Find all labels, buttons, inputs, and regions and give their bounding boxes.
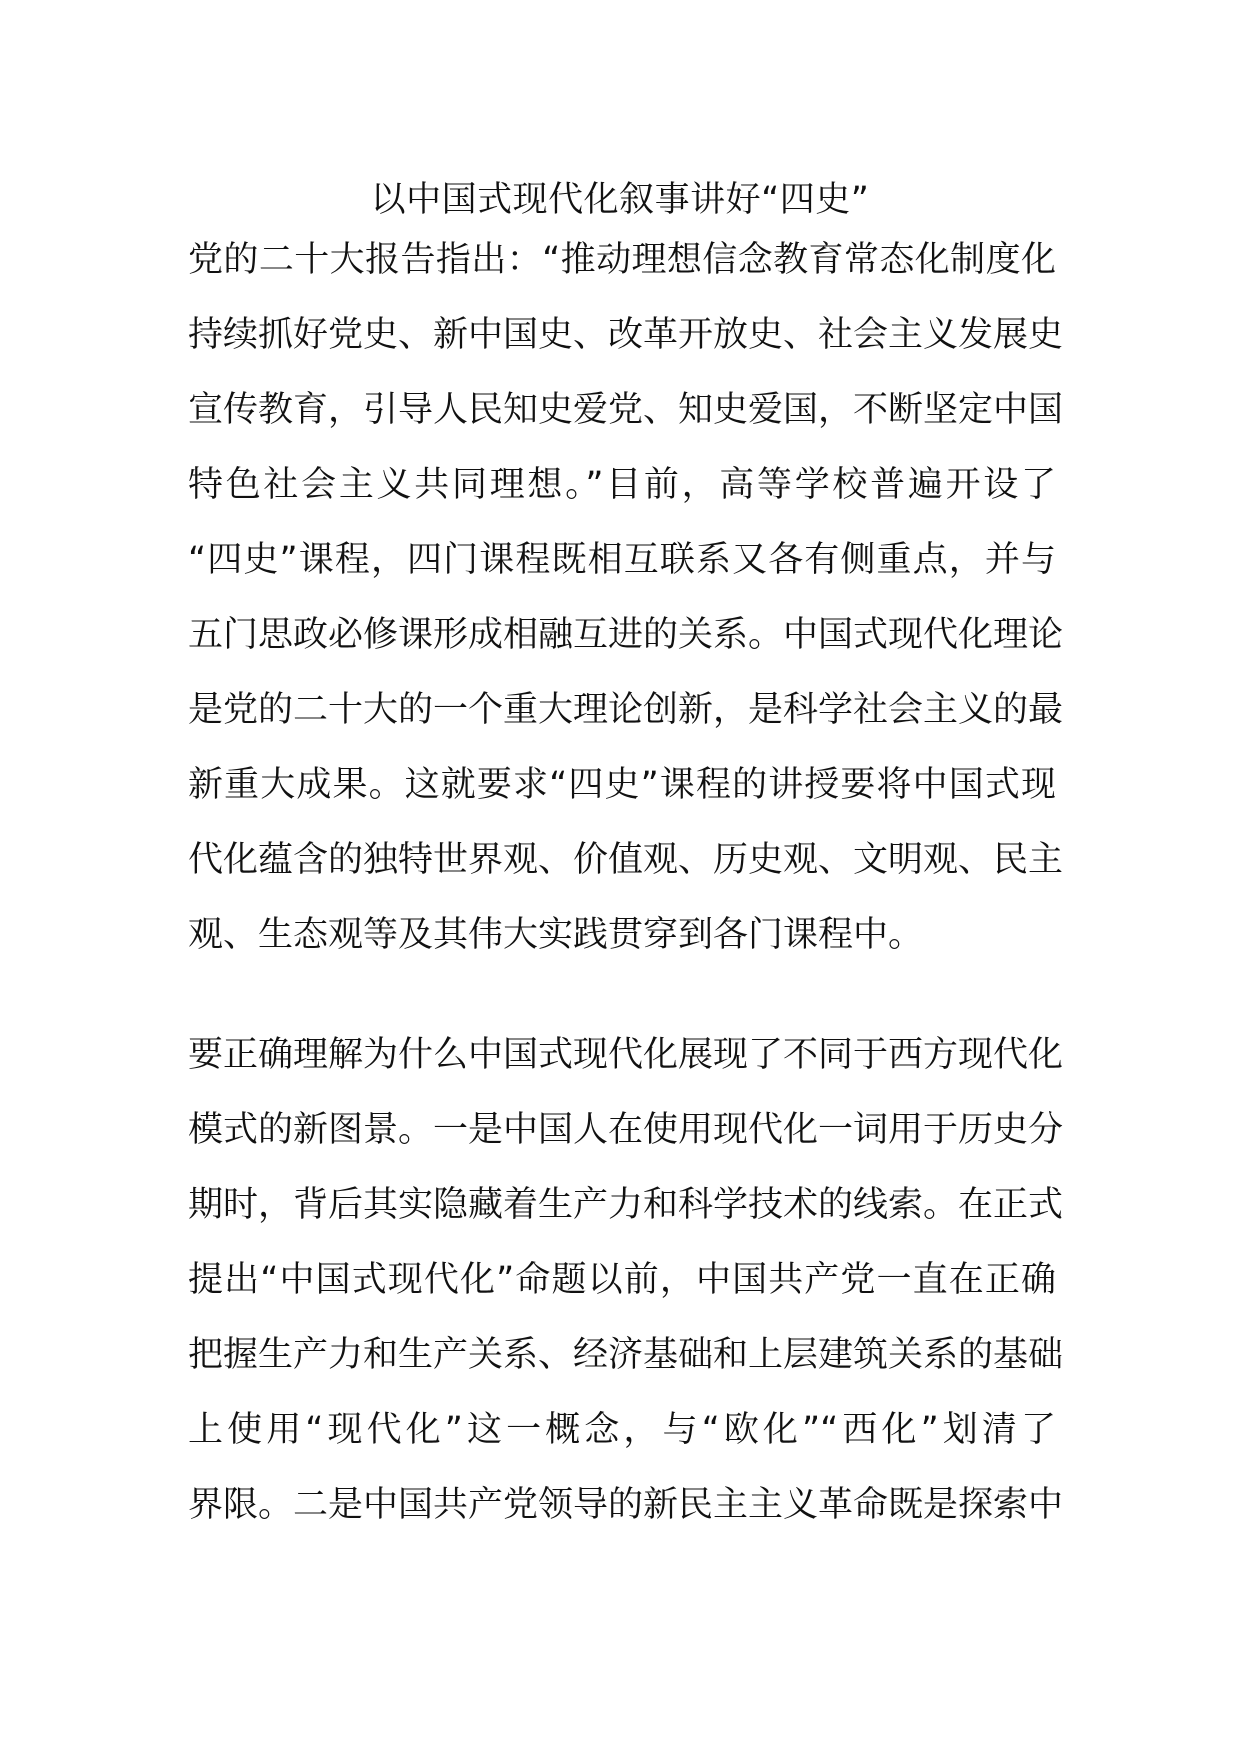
- text-line: 代化蕴含的独特世界观、价值观、历史观、文明观、民主: [188, 840, 1064, 880]
- text-line: 把握生产力和生产关系、经济基础和上层建筑关系的基础: [188, 1335, 1064, 1375]
- text-line: 宣传教育，引导人民知史爱党、知史爱国，不断坚定中国: [188, 390, 1064, 430]
- text-line: 特色社会主义共同理想。”目前，高等学校普遍开设了: [188, 465, 1056, 505]
- text-line: 观、生态观等及其伟大实践贯穿到各门课程中。: [188, 915, 924, 955]
- text-line: “四史”课程，四门课程既相互联系又各有侧重点，并与: [188, 540, 1056, 580]
- document-title: 以中国式现代化叙事讲好“四史”: [370, 180, 870, 220]
- text-line: 党的二十大报告指出：“推动理想信念教育常态化制度化: [188, 240, 1056, 280]
- text-line: 模式的新图景。一是中国人在使用现代化一词用于历史分: [188, 1110, 1064, 1150]
- text-line: 要正确理解为什么中国式现代化展现了不同于西方现代化: [188, 1035, 1064, 1075]
- text-line: 五门思政必修课形成相融互进的关系。中国式现代化理论: [188, 615, 1064, 655]
- text-line: 界限。二是中国共产党领导的新民主主义革命既是探索中: [188, 1485, 1064, 1525]
- text-line: 提出“中国式现代化”命题以前，中国共产党一直在正确: [188, 1260, 1056, 1300]
- text-line: 上使用“现代化”这一概念，与“欧化”“西化”划清了: [188, 1410, 1056, 1450]
- text-line: 持续抓好党史、新中国史、改革开放史、社会主义发展史: [188, 315, 1064, 355]
- text-line: 新重大成果。这就要求“四史”课程的讲授要将中国式现: [188, 765, 1056, 805]
- text-line: 期时，背后其实隐藏着生产力和科学技术的线索。在正式: [188, 1185, 1064, 1225]
- text-line: 是党的二十大的一个重大理论创新，是科学社会主义的最: [188, 690, 1064, 730]
